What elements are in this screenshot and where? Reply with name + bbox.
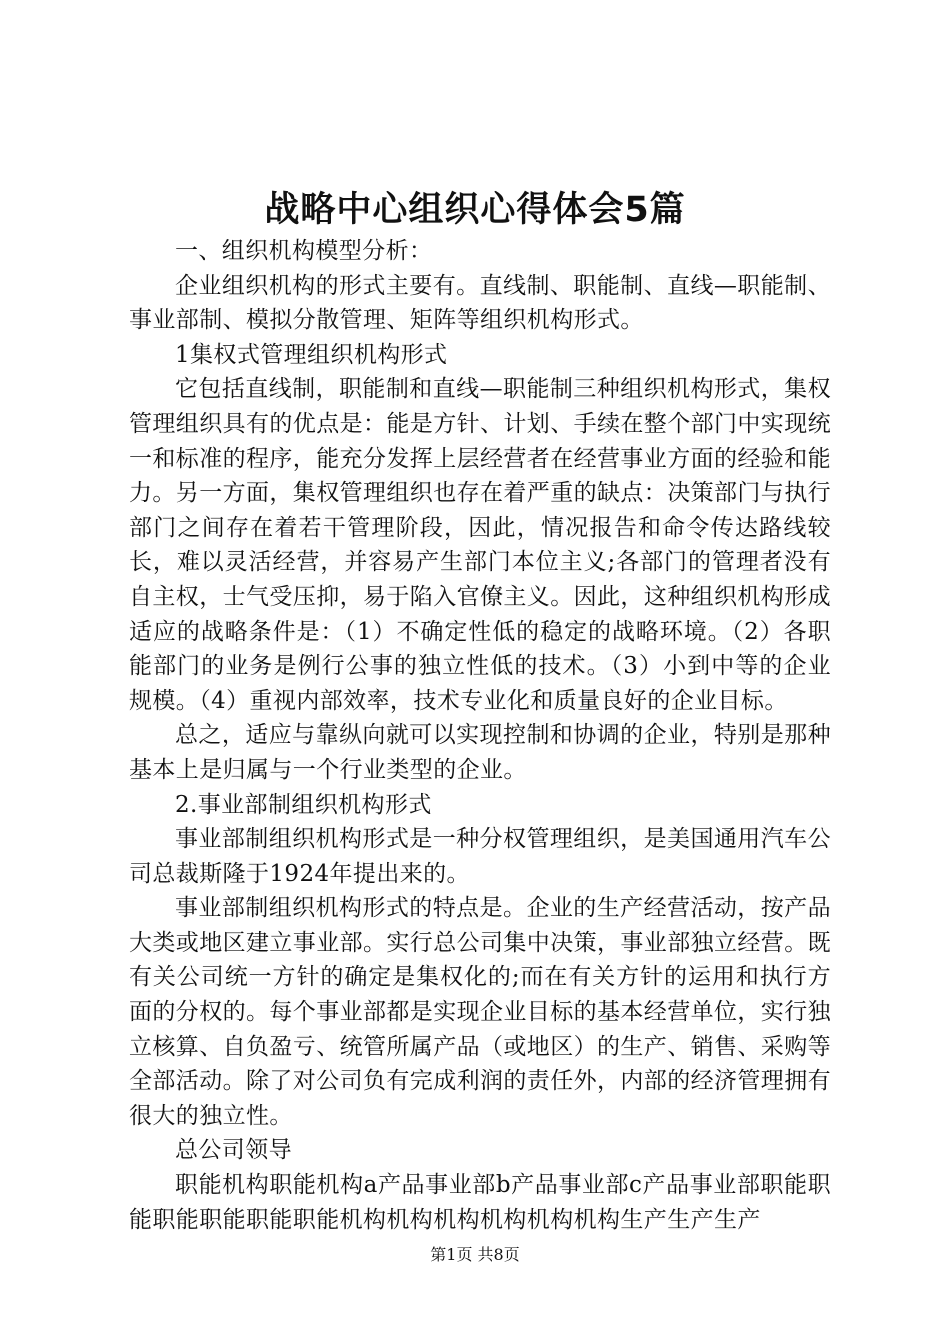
subsection-heading: 2.事业部制组织机构形式 bbox=[175, 791, 432, 818]
paragraph: 它包括直线制，职能制和直线—职能制三种组织机构形式，集权管理组织具有的优点是：能是方针、计划、手续在整个部门中实现统一和标准的程序，能充分发挥上层经营者在经营事业方面的经验和能力。另一方面，集权管理组织也存在着严重的缺点：决策部门与执行部门之间存在着若干管理阶段，因此，情况报告和命令传达路线较长，难以灵活经营，并容易产生部门本位主义;各部门的管理者没有自主权，士气受压抑，易于陷入官僚主义。因此，这种组织机构形成适应的战略条件是：（1）不确定性低的稳定的战略环境。（2）各职能部门的业务是例行公事的独立性低的技术。（3）小到中等的企业规模。（4）重视内部效率，技术专业化和质量良好的企业目标。 bbox=[129, 376, 831, 714]
document-title: 战略中心组织心得体会5篇 bbox=[264, 190, 686, 230]
paragraph: 职能机构职能机构a产品事业部b产品事业部c产品事业部职能职能职能职能职能职能机构机构机构机构机构机构生产生产生产 bbox=[129, 1172, 831, 1233]
paragraph: 事业部制组织机构形式是一种分权管理组织，是美国通用汽车公司总裁斯隆于1924年提出来的。 bbox=[129, 826, 831, 887]
paragraph: 总之，适应与靠纵向就可以实现控制和协调的企业，特别是那种基本上是归属与一个行业类型的企业。 bbox=[129, 722, 831, 783]
document-body bbox=[129, 234, 831, 1237]
paragraph: 事业部制组织机构形式的特点是。企业的生产经营活动，按产品大类或地区建立事业部。实行总公司集中决策，事业部独立经营。既有关公司统一方针的确定是集权化的;而在有关方针的运用和执行方面的分权的。每个事业部都是实现企业目标的基本经营单位，实行独立核算、自负盈亏、统管所属产品（或地区）的生产、销售、采购等全部活动。除了对公司负有完成利润的责任外，内部的经济管理拥有很大的独立性。 bbox=[129, 895, 831, 1129]
page-footer: 第1页 共8页 bbox=[430, 1245, 520, 1264]
paragraph: 企业组织机构的形式主要有。直线制、职能制、直线—职能制、事业部制、模拟分散管理、矩阵等组织机构形式。 bbox=[129, 272, 831, 334]
section-heading: 一、组织机构模型分析： bbox=[175, 238, 433, 264]
paragraph: 总公司领导 bbox=[175, 1137, 292, 1164]
subsection-heading: 1集权式管理组织机构形式 bbox=[175, 341, 448, 368]
